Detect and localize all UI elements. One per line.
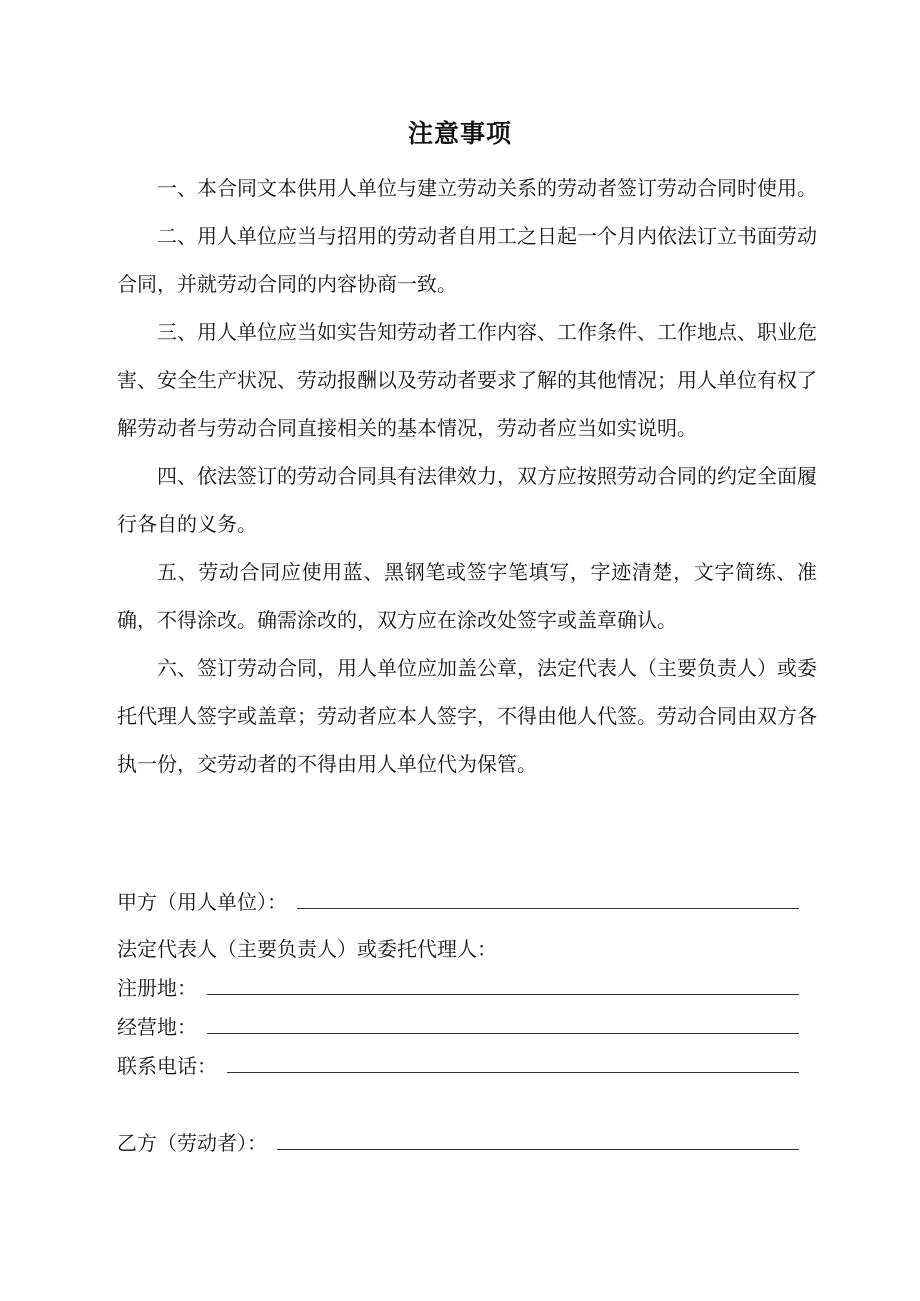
business-address-field [117,1011,799,1040]
page-title: 注意事项 [407,119,512,148]
notice-body [117,164,817,788]
party-a-label: 甲方（用人单位）： [117,890,287,914]
phone-label: 联系电话： [117,1054,217,1078]
party-a-blank[interactable] [297,890,799,909]
registered-address-blank[interactable] [207,976,799,995]
notice-item-1: 一、本合同文本供用人单位与建立劳动关系的劳动者签订劳动合同时使用。 [157,176,817,200]
party-b-field [117,1127,799,1156]
notice-item-4: 四、依法签订的劳动合同具有法律效力，双方应按照劳动合同的约定全面履行各自的义务。 [117,464,817,536]
party-a-field [117,886,799,915]
registered-address-label: 注册地： [117,976,197,1000]
party-b-blank[interactable] [277,1131,799,1150]
registered-address-field [117,972,799,1001]
business-address-blank[interactable] [207,1015,799,1034]
notice-item-5: 五、劳动合同应使用蓝、黑钢笔或签字笔填写，字迹清楚，文字简练、准确，不得涂改。确需涂改的，双方应在涂改处签字或盖章确认。 [117,560,817,632]
phone-blank[interactable] [227,1054,799,1073]
notice-item-6: 六、签订劳动合同，用人单位应加盖公章，法定代表人（主要负责人）或委托代理人签字或盖章；劳动者应本人签字，不得由他人代签。劳动合同由双方各执一份，交劳动者的不得由用人单位代为保管。 [117,656,817,776]
legal-rep-label: 法定代表人（主要负责人）或委托代理人： [117,937,497,961]
party-b-label: 乙方（劳动者）： [117,1131,267,1155]
legal-rep-field [117,933,799,962]
business-address-label: 经营地： [117,1015,197,1039]
notice-item-2: 二、用人单位应当与招用的劳动者自用工之日起一个月内依法订立书面劳动合同，并就劳动合同的内容协商一致。 [117,224,817,296]
notice-item-3: 三、用人单位应当如实告知劳动者工作内容、工作条件、工作地点、职业危害、安全生产状况、劳动报酬以及劳动者要求了解的其他情况；用人单位有权了解劳动者与劳动合同直接相关的基本情况，劳动者应当如实说明。 [117,320,817,440]
phone-field [117,1050,799,1079]
